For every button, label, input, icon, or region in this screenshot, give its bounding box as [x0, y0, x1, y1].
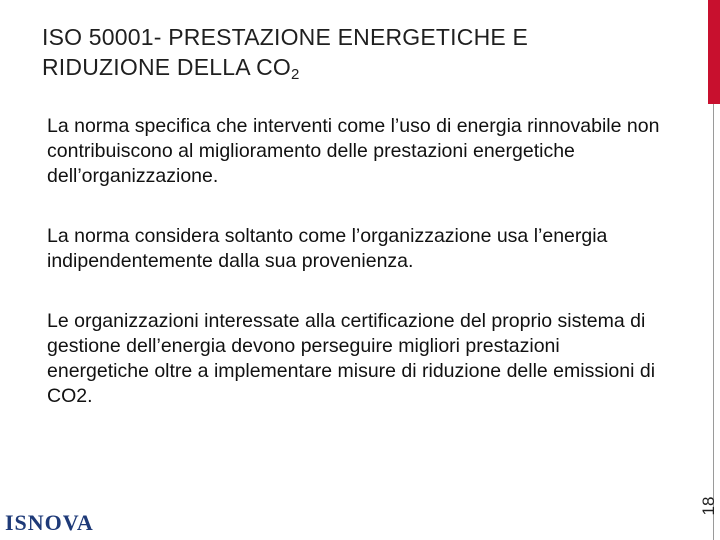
title-line-1: ISO 50001- PRESTAZIONE ENERGETICHE E — [42, 24, 529, 50]
paragraph-2: La norma considera soltanto come l’organizzazione usa l’energia indipendentemente dalla sua provenienza. — [47, 225, 608, 272]
accent-bar — [708, 0, 720, 104]
paragraph-1: La norma specifica che interventi come l’uso di energia rinnovabile non contribuiscono al miglioramento delle prestazioni energetiche dell’organizzazione. — [47, 115, 660, 187]
page-number: 18 — [699, 496, 718, 516]
title-line-2 — [42, 52, 642, 82]
paragraph-3: Le organizzazioni interessate alla certificazione del proprio sistema di gestione dell’energia devono perseguire migliori prestazioni energetiche oltre a implementare misure di riduzione delle emissioni di CO2. — [47, 310, 656, 407]
slide-body — [47, 114, 667, 444]
title-subscript: 2 — [291, 66, 300, 83]
slide-title — [42, 22, 642, 82]
side-divider — [713, 104, 714, 540]
isnova-logo: ISNOVA — [5, 510, 94, 535]
title-line-2-text: RIDUZIONE DELLA CO — [42, 54, 291, 80]
